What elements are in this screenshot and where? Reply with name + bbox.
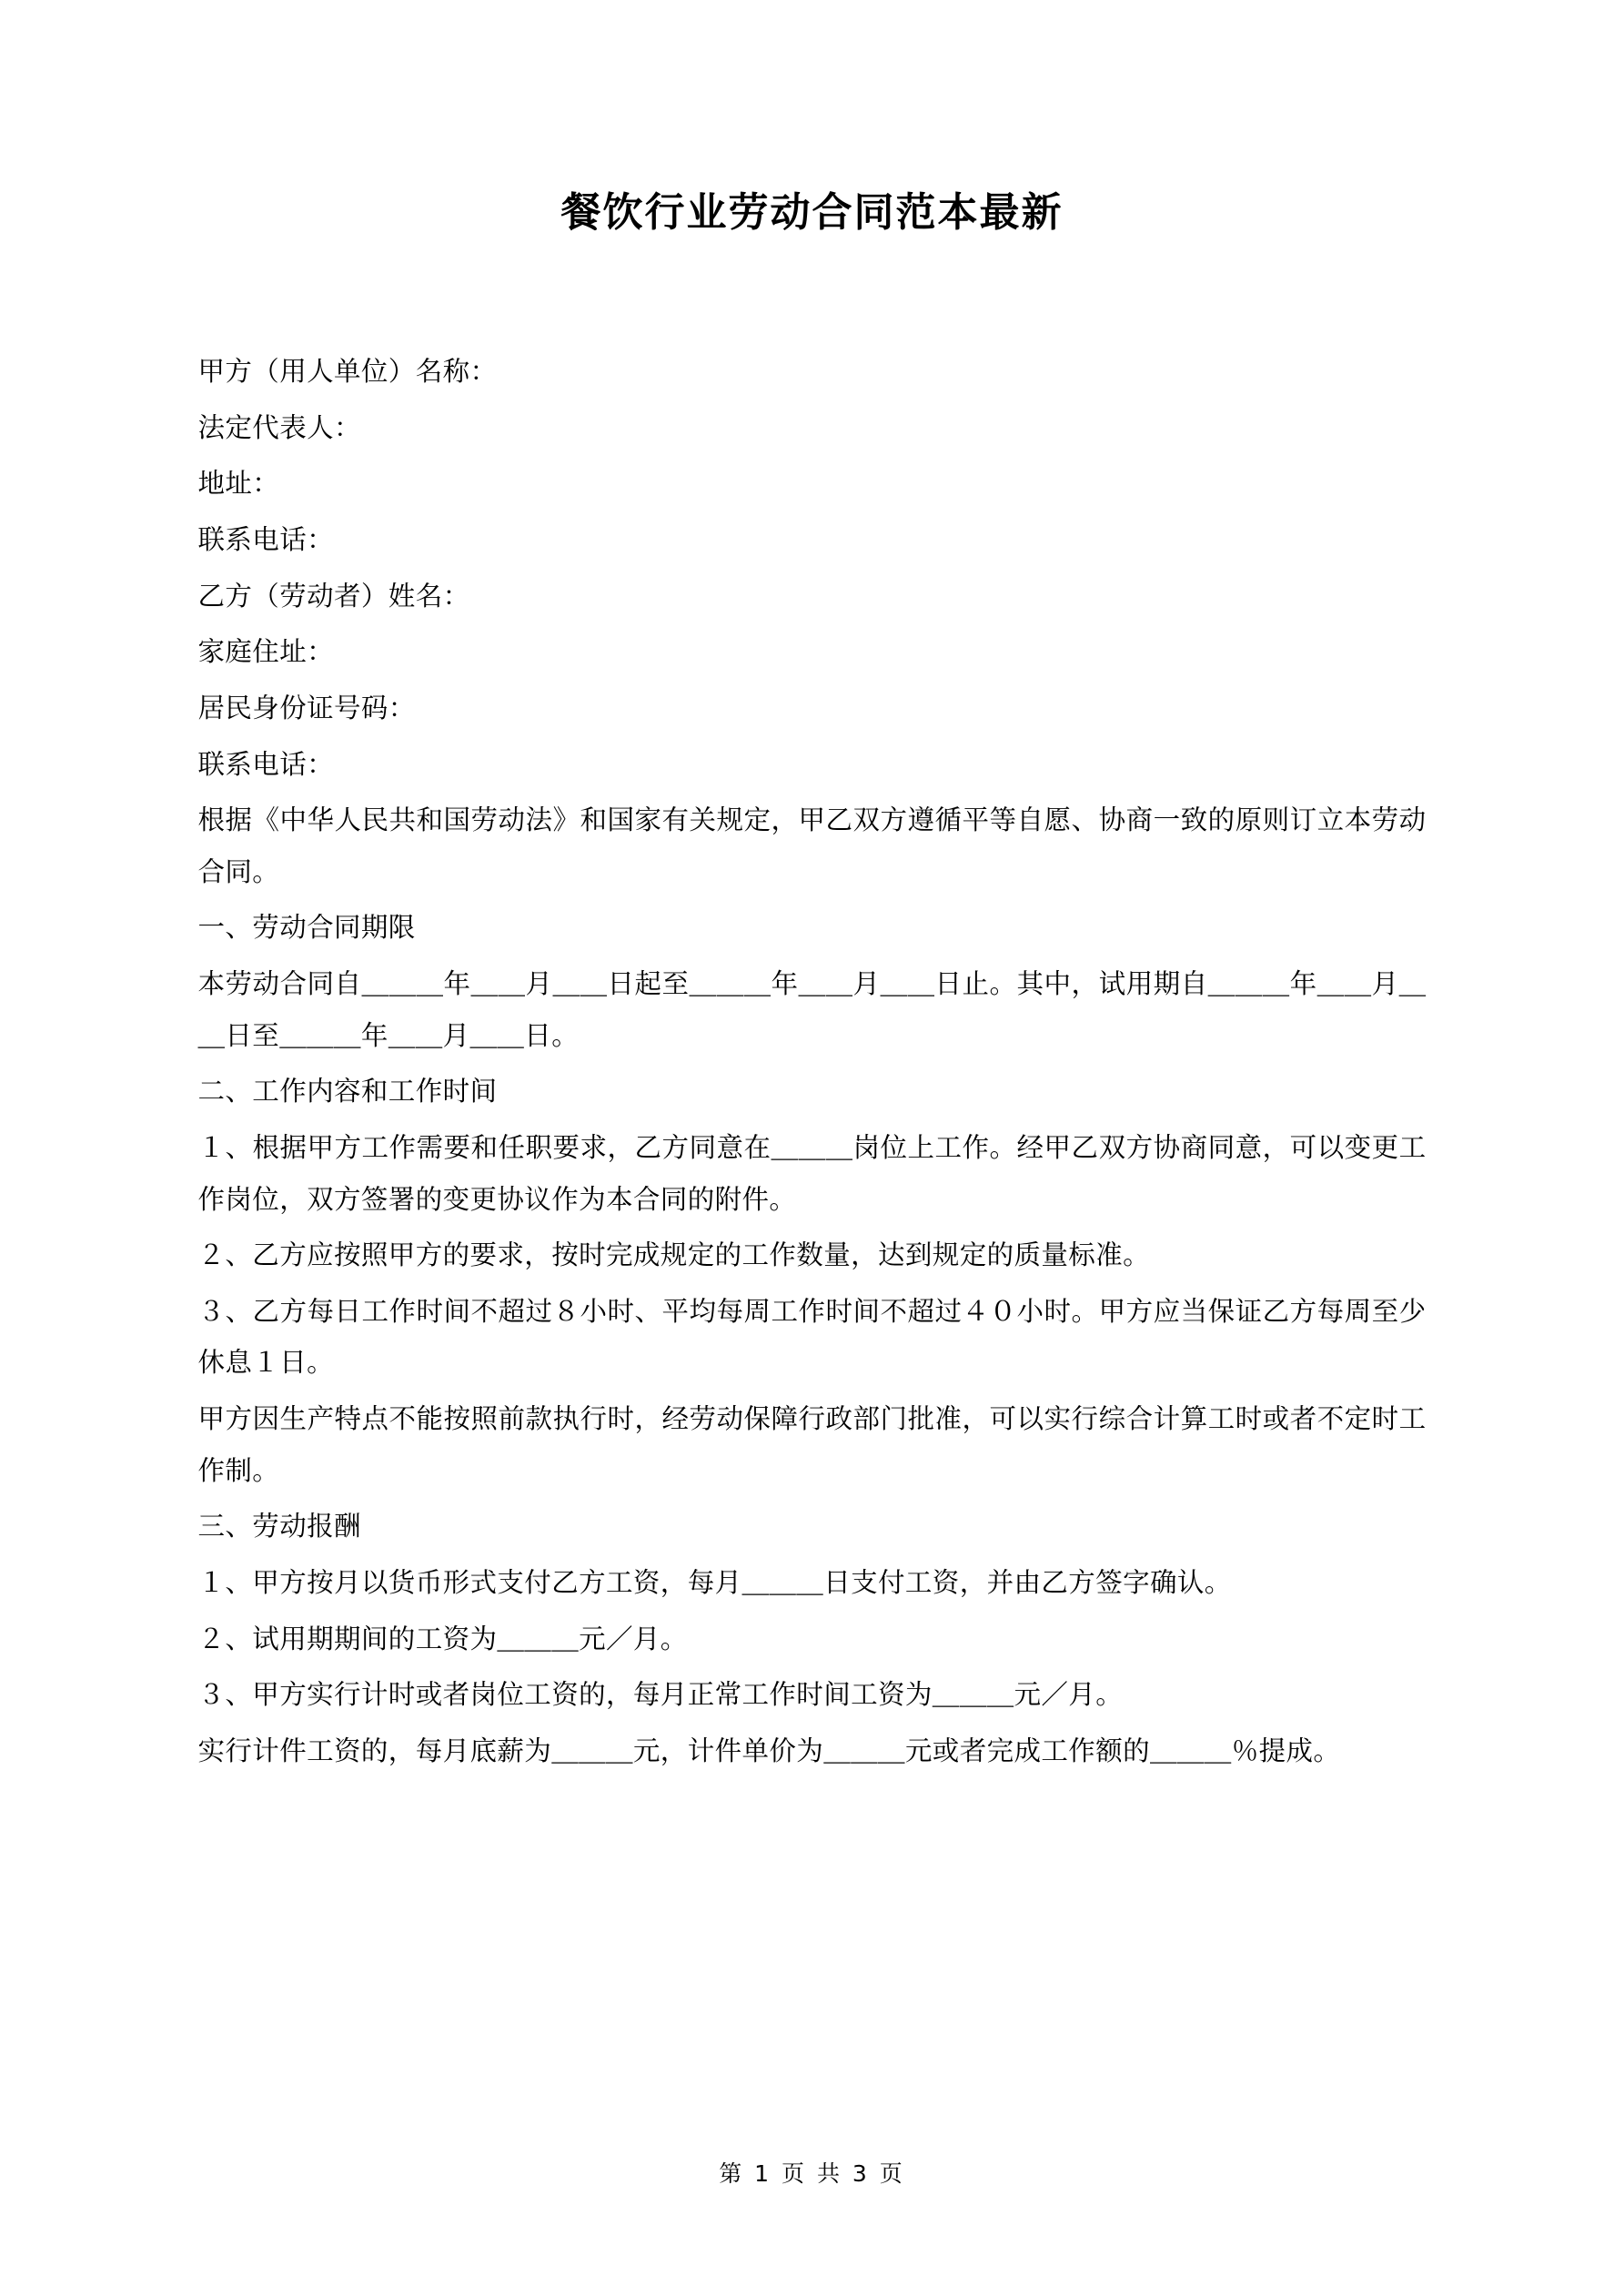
- paragraph-3-2: ２、试用期期间的工资为＿＿＿元／月。: [197, 1623, 688, 1654]
- paragraph-legal-representative: 法定代表人：: [197, 411, 361, 443]
- paragraph-2-1: １、根据甲方工作需要和任职要求，乙方同意在＿＿＿岗位上工作。经甲乙双方协商同意，可以变更工作岗位，双方签署的变更协议作为本合同的附件。: [197, 1131, 1427, 1215]
- paragraph-phone-a: 联系电话：: [197, 524, 335, 556]
- page-title: 餐饮行业劳动合同范本最新: [560, 189, 1064, 236]
- heading-section-two: 二、工作内容和工作时间: [197, 1076, 498, 1108]
- paragraph-party-b-name: 乙方（劳动者）姓名：: [197, 580, 470, 612]
- paragraph-contract-term: 本劳动合同自＿＿＿年＿＿月＿＿日起至＿＿＿年＿＿月＿＿日止。其中，试用期自＿＿＿年＿＿月＿＿日至＿＿＿年＿＿月＿＿日。: [197, 968, 1427, 1051]
- document-body: [198, 238, 1427, 1776]
- paragraph-2-3: ３、乙方每日工作时间不超过８小时、平均每周工作时间不超过４０小时。甲方应当保证乙方每周至少休息１日。: [197, 1295, 1427, 1379]
- heading-section-three: 三、劳动报酬: [197, 1511, 361, 1542]
- heading-section-one: 一、劳动合同期限: [197, 912, 416, 944]
- paragraph-2-2: ２、乙方应按照甲方的要求，按时完成规定的工作数量，达到规定的质量标准。: [197, 1239, 1151, 1271]
- paragraph-party-a-name: 甲方（用人单位）名称：: [197, 356, 498, 388]
- page-footer: [0, 2156, 1624, 2189]
- paragraph-phone-b: 联系电话：: [197, 748, 335, 780]
- paragraph-3-1: １、甲方按月以货币形式支付乙方工资，每月＿＿＿日支付工资，并由乙方签字确认。: [197, 1566, 1232, 1598]
- paragraph-3-4: 实行计件工资的，每月底薪为＿＿＿元，计件单价为＿＿＿元或者完成工作额的＿＿＿％提成。: [197, 1735, 1341, 1766]
- page-number-label: 第 1 页 共 3 页: [719, 2160, 905, 2187]
- paragraph-3-3: ３、甲方实行计时或者岗位工资的，每月正常工作时间工资为＿＿＿元／月。: [197, 1679, 1124, 1711]
- paragraph-2-4: 甲方因生产特点不能按照前款执行时，经劳动保障行政部门批准，可以实行综合计算工时或者不定时工作制。: [197, 1403, 1427, 1486]
- paragraph-address: 地址：: [197, 468, 280, 500]
- paragraph-preamble: 根据《中华人民共和国劳动法》和国家有关规定，甲乙双方遵循平等自愿、协商一致的原则订立本劳动合同。: [197, 804, 1427, 887]
- paragraph-home-address: 家庭住址：: [197, 636, 335, 668]
- paragraph-id-number: 居民身份证号码：: [197, 692, 416, 723]
